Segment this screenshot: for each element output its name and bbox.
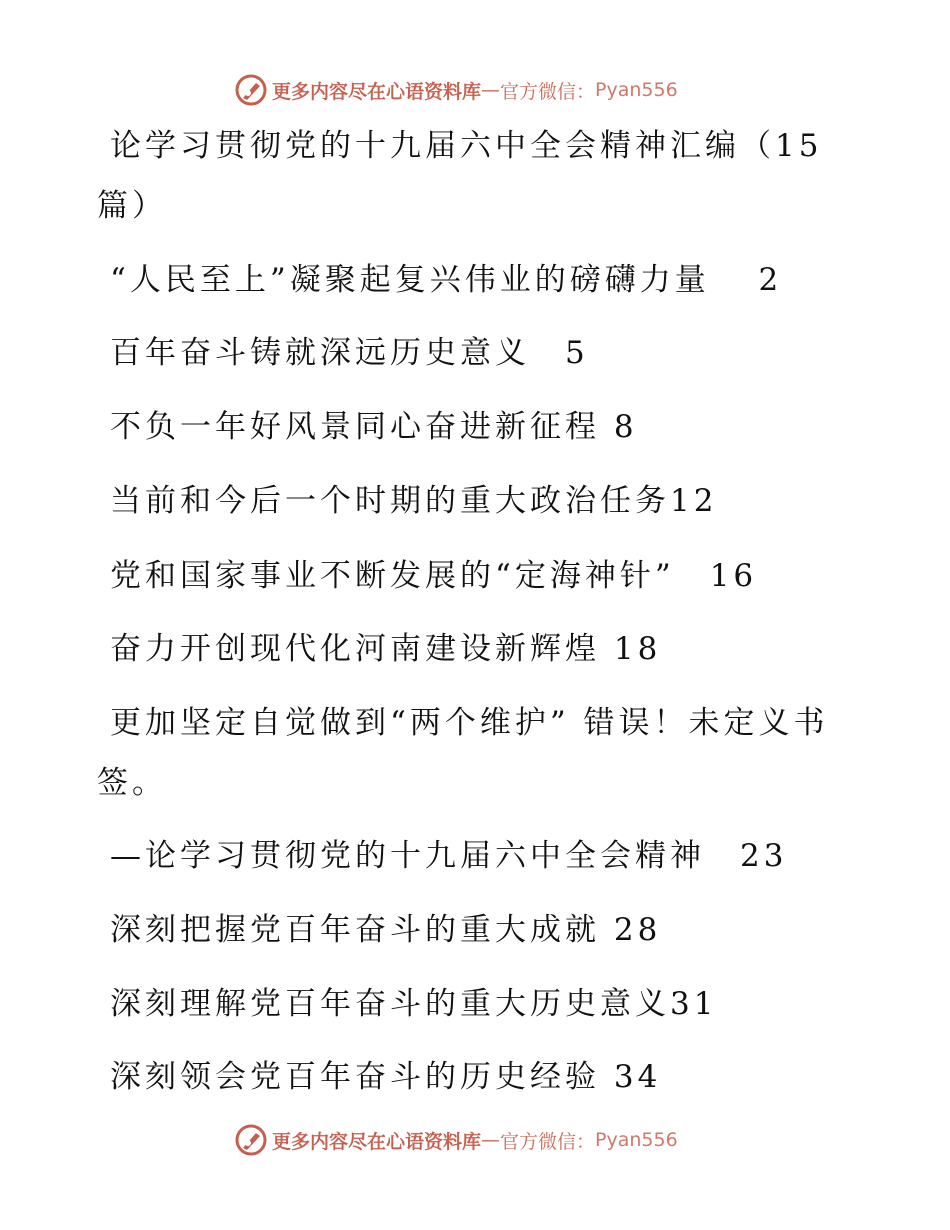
watermark-footer bbox=[234, 1120, 678, 1160]
toc-entry[interactable]: 奋力开创现代化河南建设新辉煌 18 bbox=[110, 631, 662, 667]
watermark-official: 官方微信： bbox=[500, 1130, 596, 1153]
toc-entry[interactable]: 深刻把握党百年奋斗的重大成就 28 bbox=[110, 912, 662, 948]
doc-title-line2: 篇） bbox=[97, 188, 167, 224]
watermark-id: Pyan556 bbox=[595, 79, 678, 101]
toc-entry[interactable]: “人民至上”凝聚起复兴伟业的磅礴力量 2 bbox=[110, 262, 783, 298]
toc-entry[interactable]: 更加坚定自觉做到“两个维护” 错误！未定义书 bbox=[110, 705, 829, 741]
watermark-brand: 更多内容尽在心语资料库 bbox=[272, 1130, 482, 1153]
watermark-official: 官方微信： bbox=[500, 80, 596, 103]
toc-entry[interactable]: 当前和今后一个时期的重大政治任务12 bbox=[110, 483, 718, 519]
toc-entry[interactable]: —论学习贯彻党的十九届六中全会精神 23 bbox=[110, 838, 788, 874]
pen-logo-icon bbox=[234, 1123, 268, 1157]
watermark-dash: — bbox=[481, 79, 501, 101]
toc-entry[interactable]: 不负一年好风景同心奋进新征程 8 bbox=[110, 409, 638, 445]
toc-entry[interactable]: 党和国家事业不断发展的“定海神针” 16 bbox=[110, 558, 758, 594]
toc-entry-continuation: 签。 bbox=[97, 765, 167, 801]
watermark-dash: — bbox=[481, 1129, 501, 1151]
watermark-brand: 更多内容尽在心语资料库 bbox=[272, 80, 482, 103]
toc-entry[interactable]: 百年奋斗铸就深远历史意义 5 bbox=[110, 335, 589, 371]
toc-entry[interactable]: 深刻领会党百年奋斗的历史经验 34 bbox=[110, 1059, 662, 1095]
watermark-header bbox=[234, 70, 678, 110]
pen-logo-icon bbox=[234, 73, 268, 107]
toc-entry[interactable]: 深刻理解党百年奋斗的重大历史意义31 bbox=[110, 986, 718, 1022]
doc-title-line1: 论学习贯彻党的十九届六中全会精神汇编（15 bbox=[110, 128, 823, 164]
watermark-id: Pyan556 bbox=[595, 1129, 678, 1151]
